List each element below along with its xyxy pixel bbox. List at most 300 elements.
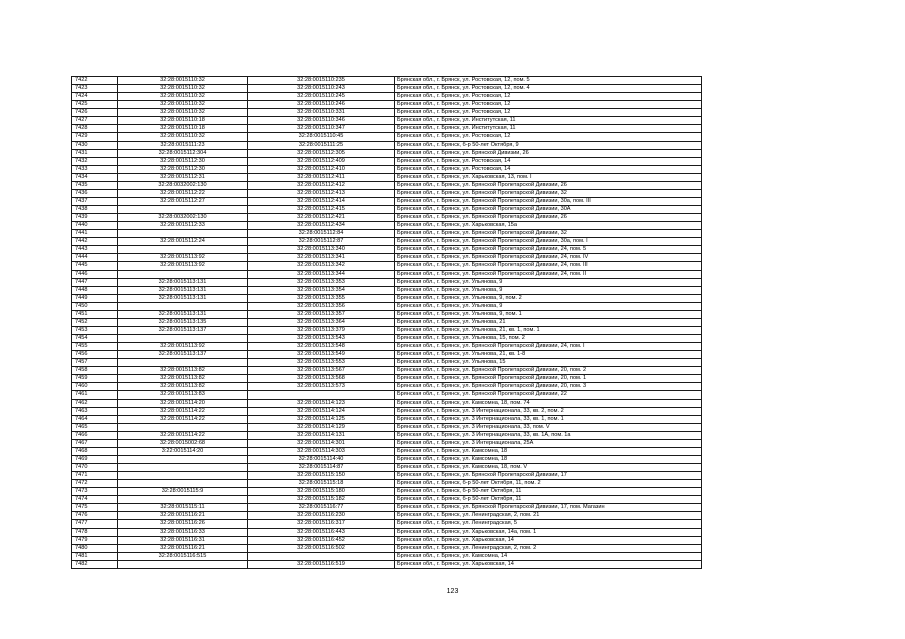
building-number-cell: 32:28:0015116:443: [248, 528, 395, 536]
table-row: [72, 464, 702, 472]
land-plot-number-cell: 32:28:0015113:82: [118, 367, 248, 375]
row-number-cell: 7446: [72, 270, 118, 278]
row-number-cell: 7464: [72, 415, 118, 423]
address-cell: Брянская обл., г. Брянск, ул. Харьковская, 14: [395, 560, 702, 568]
row-number-cell: 7445: [72, 262, 118, 270]
building-number-cell: 32:28:0015116:452: [248, 536, 395, 544]
address-cell: Брянская обл., г. Брянск, ул. Ростовская, 12: [395, 93, 702, 101]
address-cell: Брянская обл., г. Брянск, ул. Харьковская, 14а, пом. 1: [395, 528, 702, 536]
table-row: [72, 359, 702, 367]
land-plot-number-cell: 32:28:0015112:27: [118, 197, 248, 205]
building-number-cell: 32:28:0015114:40: [248, 455, 395, 463]
land-plot-number-cell: 32:28:0015113:135: [118, 318, 248, 326]
table-row: [72, 367, 702, 375]
building-number-cell: 32:28:0015112:434: [248, 222, 395, 230]
land-plot-number-cell: 32:28:0015115:11: [118, 504, 248, 512]
building-number-cell: 32:28:0015112:87: [248, 238, 395, 246]
land-plot-number-cell: 32:28:0015116:33: [118, 528, 248, 536]
address-cell: Брянская обл., г. Брянск, ул. Ульянова, 9: [395, 302, 702, 310]
address-cell: Брянская обл., г. Брянск, ул. Ульянова, 9, пом. 1: [395, 310, 702, 318]
row-number-cell: 7452: [72, 318, 118, 326]
land-plot-number-cell: 32:28:0015112:24: [118, 238, 248, 246]
address-cell: Брянская обл., г. Брянск, ул. Брянской Дивизии, 26: [395, 149, 702, 157]
land-plot-number-cell: 32:28:0015113:82: [118, 383, 248, 391]
table-row: [72, 480, 702, 488]
land-plot-number-cell: 32:28:0015110:32: [118, 85, 248, 93]
building-number-cell: 32:28:0015115:180: [248, 488, 395, 496]
address-cell: Брянская обл., г. Брянск, ул. Ульянова, 21, кв. 1-8: [395, 351, 702, 359]
table-row: [72, 496, 702, 504]
land-plot-number-cell: 32:28:0015114:22: [118, 407, 248, 415]
land-plot-number-cell: 32:28:0015113:131: [118, 294, 248, 302]
table-row: [72, 343, 702, 351]
building-number-cell: 32:28:0015110:347: [248, 125, 395, 133]
address-cell: Брянская обл., г. Брянск, ул. 3 Интернационала, 33, кв. 1А, пом. 1а: [395, 431, 702, 439]
address-cell: Брянская обл., г. Брянск, ул. Брянской Пролетарской Дивизии, 17: [395, 472, 702, 480]
building-number-cell: [248, 552, 395, 560]
land-plot-number-cell: 32:28:0015112:31: [118, 173, 248, 181]
building-number-cell: 32:28:0015113:342: [248, 262, 395, 270]
address-cell: Брянская обл., г. Брянск, б-р 50-лет Октября, 11: [395, 488, 702, 496]
land-plot-number-cell: 32:28:0015114:20: [118, 399, 248, 407]
table-row: [72, 399, 702, 407]
address-cell: Брянская обл., г. Брянск, ул. Брянской Пролетарской Дивизии, 32: [395, 230, 702, 238]
row-number-cell: 7440: [72, 222, 118, 230]
table-row: [72, 109, 702, 117]
row-number-cell: 7448: [72, 286, 118, 294]
address-cell: Брянская обл., г. Брянск, ул. Брянской Пролетарской Дивизии, 20, пом. 2: [395, 367, 702, 375]
address-cell: Брянская обл., г. Брянск, ул. Ульянова, 21, кв. 1, пом. 1: [395, 326, 702, 334]
address-cell: Брянская обл., г. Брянск, ул. Ульянова, 9, пом. 2: [395, 294, 702, 302]
land-plot-number-cell: [118, 230, 248, 238]
row-number-cell: 7447: [72, 278, 118, 286]
row-number-cell: 7480: [72, 544, 118, 552]
land-plot-number-cell: [118, 496, 248, 504]
land-plot-number-cell: 32:28:0032002:130: [118, 181, 248, 189]
table-row: [72, 254, 702, 262]
table-row: [72, 439, 702, 447]
building-number-cell: 32:28:0015110:45: [248, 133, 395, 141]
building-number-cell: 32:28:0015113:344: [248, 270, 395, 278]
row-number-cell: 7437: [72, 197, 118, 205]
address-cell: Брянская обл., г. Брянск, б-р 50-лет Октября, 9: [395, 141, 702, 149]
building-number-cell: 32:28:0015113:567: [248, 367, 395, 375]
address-cell: Брянская обл., г. Брянск, ул. Ленинградская, 2, пом. 2: [395, 544, 702, 552]
land-plot-number-cell: 32:28:0015113:83: [118, 391, 248, 399]
address-cell: Брянская обл., г. Брянск, ул. 3 Интернационала, 33, кв. 2, пом. 2: [395, 407, 702, 415]
land-plot-number-cell: 32:28:0015113:92: [118, 262, 248, 270]
building-number-cell: 32:28:0015112:84: [248, 230, 395, 238]
row-number-cell: 7463: [72, 407, 118, 415]
table-row: [72, 85, 702, 93]
table-row: [72, 560, 702, 568]
land-plot-number-cell: 32:28:0032002:130: [118, 214, 248, 222]
land-plot-number-cell: [118, 335, 248, 343]
table-row: [72, 286, 702, 294]
land-plot-number-cell: [118, 560, 248, 568]
table-row: [72, 383, 702, 391]
building-number-cell: 32:28:0015110:245: [248, 93, 395, 101]
building-number-cell: 32:28:0015116:77: [248, 504, 395, 512]
building-number-cell: 32:28:0015110:235: [248, 77, 395, 85]
building-number-cell: 32:28:0015114:303: [248, 447, 395, 455]
building-number-cell: 32:28:0015114:125: [248, 415, 395, 423]
building-number-cell: 32:28:0015112:411: [248, 173, 395, 181]
row-number-cell: 7443: [72, 246, 118, 254]
land-plot-number-cell: [118, 206, 248, 214]
building-number-cell: 32:28:0015113:379: [248, 326, 395, 334]
building-number-cell: 32:28:0015113:553: [248, 359, 395, 367]
table-row: [72, 214, 702, 222]
building-number-cell: 32:28:0015116:317: [248, 520, 395, 528]
row-number-cell: 7427: [72, 117, 118, 125]
row-number-cell: 7439: [72, 214, 118, 222]
address-cell: Брянская обл., г. Брянск, ул. Харьковская, 15а: [395, 222, 702, 230]
address-cell: Брянская обл., г. Брянск, ул. Ростовская, 14: [395, 165, 702, 173]
row-number-cell: 7479: [72, 536, 118, 544]
table-row: [72, 173, 702, 181]
table-row: [72, 165, 702, 173]
address-cell: Брянская обл., г. Брянск, ул. Ленинградская, 2, пом. 21: [395, 512, 702, 520]
row-number-cell: 7453: [72, 326, 118, 334]
address-cell: Брянская обл., г. Брянск, ул. Брянской Пролетарской Дивизии, 20, пом. 3: [395, 383, 702, 391]
table-row: [72, 318, 702, 326]
row-number-cell: 7475: [72, 504, 118, 512]
table-row: [72, 310, 702, 318]
building-number-cell: 32:28:0015113:549: [248, 351, 395, 359]
land-plot-number-cell: [118, 464, 248, 472]
row-number-cell: 7449: [72, 294, 118, 302]
address-cell: Брянская обл., г. Брянск, ул. Ростовская, 12: [395, 101, 702, 109]
address-cell: Брянская обл., г. Брянск, ул. Ульянова, 9: [395, 286, 702, 294]
address-cell: Брянская обл., г. Брянск, ул. Брянской Пролетарской Дивизии, 26: [395, 181, 702, 189]
address-cell: Брянская обл., г. Брянск, ул. Брянской Пролетарской Дивизии, 22: [395, 391, 702, 399]
building-number-cell: 32:28:0015112:421: [248, 214, 395, 222]
row-number-cell: 7462: [72, 399, 118, 407]
land-plot-number-cell: [118, 480, 248, 488]
row-number-cell: 7450: [72, 302, 118, 310]
address-cell: Брянская обл., г. Брянск, ул. Камсомна, 18, пом. V: [395, 464, 702, 472]
building-number-cell: 32:28:0015114:131: [248, 431, 395, 439]
land-plot-number-cell: 32:28:0015116:515: [118, 552, 248, 560]
row-number-cell: 7424: [72, 93, 118, 101]
building-number-cell: 32:28:0015112:409: [248, 157, 395, 165]
land-plot-number-cell: 32:28:0015113:137: [118, 351, 248, 359]
address-cell: Брянская обл., г. Брянск, ул. Камсомна, 18: [395, 447, 702, 455]
row-number-cell: 7454: [72, 335, 118, 343]
table-row: [72, 270, 702, 278]
row-number-cell: 7431: [72, 149, 118, 157]
table-row: [72, 246, 702, 254]
table-row: [72, 278, 702, 286]
address-cell: Брянская обл., г. Брянск, ул. Ростовская, 12, пом. 4: [395, 85, 702, 93]
building-number-cell: 32:28:0015116:519: [248, 560, 395, 568]
building-number-cell: 32:28:0015113:568: [248, 375, 395, 383]
table-row: [72, 552, 702, 560]
address-cell: Брянская обл., г. Брянск, ул. Камсомна, 14: [395, 552, 702, 560]
row-number-cell: 7435: [72, 181, 118, 189]
building-number-cell: 32:28:0015114:123: [248, 399, 395, 407]
land-plot-number-cell: 32:28:0015112:30: [118, 165, 248, 173]
address-cell: Брянская обл., г. Брянск, ул. Камсомна, 18: [395, 455, 702, 463]
building-number-cell: 32:28:0015112:305: [248, 149, 395, 157]
land-plot-number-cell: 32:28:0015113:92: [118, 254, 248, 262]
address-cell: Брянская обл., г. Брянск, ул. Ульянова, 15, пом. 2: [395, 335, 702, 343]
table-row: [72, 157, 702, 165]
address-cell: Брянская обл., г. Брянск, ул. Институтская, 11: [395, 125, 702, 133]
address-cell: Брянская обл., г. Брянск, ул. Брянской Пролетарской Дивизии, 26: [395, 214, 702, 222]
table-row: [72, 326, 702, 334]
table-row: [72, 407, 702, 415]
row-number-cell: 7458: [72, 367, 118, 375]
row-number-cell: 7433: [72, 165, 118, 173]
table-row: [72, 536, 702, 544]
address-cell: Брянская обл., г. Брянск, ул. Брянской Пролетарской Дивизии, 24, пом. III: [395, 262, 702, 270]
address-cell: Брянская обл., г. Брянск, ул. Брянской Пролетарской Дивизии, 30А: [395, 206, 702, 214]
table-row: [72, 415, 702, 423]
address-cell: Брянская обл., г. Брянск, б-р 50-лет Октября, 11: [395, 496, 702, 504]
land-plot-number-cell: 32:28:0015113:92: [118, 343, 248, 351]
building-number-cell: 32:28:0015115:18: [248, 480, 395, 488]
land-plot-number-cell: 32:28:0015113:131: [118, 278, 248, 286]
building-number-cell: 32:28:0015113:353: [248, 278, 395, 286]
land-plot-number-cell: 32:28:0015112:22: [118, 189, 248, 197]
table-row: [72, 262, 702, 270]
row-number-cell: 7470: [72, 464, 118, 472]
row-number-cell: 7457: [72, 359, 118, 367]
address-cell: Брянская обл., г. Брянск, ул. Брянской Пролетарской Дивизии, 17, пом. Магазин: [395, 504, 702, 512]
land-plot-number-cell: [118, 270, 248, 278]
address-cell: Брянская обл., г. Брянск, ул. Ульянова, 9: [395, 278, 702, 286]
land-plot-number-cell: 32:28:0015110:18: [118, 117, 248, 125]
row-number-cell: 7460: [72, 383, 118, 391]
building-number-cell: 32:28:0015116:230: [248, 512, 395, 520]
page-number: 123: [446, 588, 459, 595]
building-number-cell: 32:28:0015113:354: [248, 286, 395, 294]
building-number-cell: 32:28:0015115:150: [248, 472, 395, 480]
land-plot-number-cell: [118, 359, 248, 367]
address-cell: Брянская обл., г. Брянск, ул. Брянской Пролетарской Дивизии, 30а, пом. III: [395, 197, 702, 205]
building-number-cell: 32:28:0015110:243: [248, 85, 395, 93]
land-plot-number-cell: 32:28:0015110:32: [118, 133, 248, 141]
land-plot-number-cell: 32:28:0015112:30: [118, 157, 248, 165]
land-plot-number-cell: 32:28:0015113:131: [118, 286, 248, 294]
row-number-cell: 7426: [72, 109, 118, 117]
land-plot-number-cell: 32:28:0015110:32: [118, 77, 248, 85]
land-plot-number-cell: 32:28:0015110:32: [118, 101, 248, 109]
table-row: [72, 189, 702, 197]
row-number-cell: 7444: [72, 254, 118, 262]
table-row: [72, 125, 702, 133]
row-number-cell: 7429: [72, 133, 118, 141]
building-number-cell: 32:28:0015110:331: [248, 109, 395, 117]
building-number-cell: 32:28:0015113:543: [248, 335, 395, 343]
land-plot-number-cell: 32:28:0015110:32: [118, 109, 248, 117]
land-plot-number-cell: [118, 246, 248, 254]
land-plot-number-cell: 32:28:0015113:137: [118, 326, 248, 334]
building-number-cell: 32:28:0015112:414: [248, 197, 395, 205]
table-row: [72, 141, 702, 149]
address-cell: Брянская обл., г. Брянск, ул. Харьковская, 13, пом. I: [395, 173, 702, 181]
row-number-cell: 7430: [72, 141, 118, 149]
building-number-cell: 32:28:0015113:340: [248, 246, 395, 254]
row-number-cell: 7434: [72, 173, 118, 181]
land-plot-number-cell: 32:28:0015114:22: [118, 431, 248, 439]
building-number-cell: 32:28:0015112:412: [248, 181, 395, 189]
row-number-cell: 7476: [72, 512, 118, 520]
table-row: [72, 335, 702, 343]
address-cell: Брянская обл., г. Брянск, ул. Брянской Пролетарской Дивизии, 32: [395, 189, 702, 197]
land-plot-number-cell: 32:28:0015002:68: [118, 439, 248, 447]
table-row: [72, 101, 702, 109]
table-row: [72, 488, 702, 496]
land-plot-number-cell: 32:28:0015114:22: [118, 415, 248, 423]
building-number-cell: 32:28:0015113:548: [248, 343, 395, 351]
address-cell: Брянская обл., г. Брянск, ул. Харьковская, 14: [395, 536, 702, 544]
address-cell: Брянская обл., г. Брянск, ул. Камсомна, 18, пом. 74: [395, 399, 702, 407]
address-cell: Брянская обл., г. Брянск, ул. Ульянова, 21: [395, 318, 702, 326]
row-number-cell: 7438: [72, 206, 118, 214]
address-cell: Брянская обл., г. Брянск, ул. Институтская, 11: [395, 117, 702, 125]
building-number-cell: 32:28:0015114:124: [248, 407, 395, 415]
row-number-cell: 7436: [72, 189, 118, 197]
row-number-cell: 7459: [72, 375, 118, 383]
row-number-cell: 7477: [72, 520, 118, 528]
building-number-cell: 32:28:0015114:301: [248, 439, 395, 447]
table-row: [72, 222, 702, 230]
table-row: [72, 391, 702, 399]
building-number-cell: 32:28:0015110:246: [248, 101, 395, 109]
address-cell: Брянская обл., г. Брянск, ул. Ростовская, 14: [395, 157, 702, 165]
table-row: [72, 520, 702, 528]
row-number-cell: 7471: [72, 472, 118, 480]
building-number-cell: 32:28:0015110:346: [248, 117, 395, 125]
row-number-cell: 7451: [72, 310, 118, 318]
table-row: [72, 294, 702, 302]
land-plot-number-cell: 32:28:0015116:31: [118, 536, 248, 544]
table-row: [72, 302, 702, 310]
land-plot-number-cell: 32:28:0015115:9: [118, 488, 248, 496]
table-row: [72, 447, 702, 455]
address-cell: Брянская обл., г. Брянск, ул. Брянской Пролетарской Дивизии, 30а, пом. I: [395, 238, 702, 246]
row-number-cell: 7456: [72, 351, 118, 359]
building-number-cell: 32:28:0015113:341: [248, 254, 395, 262]
building-number-cell: 32:28:0015111:25: [248, 141, 395, 149]
row-number-cell: 7442: [72, 238, 118, 246]
land-plot-number-cell: 32:28:0015113:82: [118, 375, 248, 383]
land-plot-number-cell: 32:28:0015111:23: [118, 141, 248, 149]
table-row: [72, 197, 702, 205]
land-plot-number-cell: [118, 472, 248, 480]
row-number-cell: 7423: [72, 85, 118, 93]
land-plot-number-cell: [118, 423, 248, 431]
row-number-cell: 7468: [72, 447, 118, 455]
address-cell: Брянская обл., г. Брянск, ул. 3 Интернационала, 33, пом. V: [395, 423, 702, 431]
address-cell: Брянская обл., г. Брянск, ул. Ростовская, 12: [395, 109, 702, 117]
row-number-cell: 7473: [72, 488, 118, 496]
registry-table: [71, 76, 702, 569]
address-cell: Брянская обл., г. Брянск, ул. Ростовская, 12, пом. 5: [395, 77, 702, 85]
building-number-cell: 32:28:0015115:182: [248, 496, 395, 504]
table-row: [72, 206, 702, 214]
land-plot-number-cell: 32:28:0015113:131: [118, 310, 248, 318]
land-plot-number-cell: 32:28:0015116:21: [118, 544, 248, 552]
row-number-cell: 7472: [72, 480, 118, 488]
row-number-cell: 7467: [72, 439, 118, 447]
land-plot-number-cell: 32:28:0015116:21: [118, 512, 248, 520]
land-plot-number-cell: 32:28:0015110:32: [118, 93, 248, 101]
registry-table-body: [72, 77, 702, 569]
address-cell: Брянская обл., г. Брянск, ул. 3 Интернационала, 33, кв. 1, пом. 1: [395, 415, 702, 423]
table-row: [72, 351, 702, 359]
table-row: [72, 77, 702, 85]
table-row: [72, 117, 702, 125]
address-cell: Брянская обл., г. Брянск, б-р 50-лет Октября, 11, пом. 2: [395, 480, 702, 488]
building-number-cell: 32:28:0015112:415: [248, 206, 395, 214]
address-cell: Брянская обл., г. Брянск, ул. Брянской Пролетарской Дивизии, 24, пом. II: [395, 270, 702, 278]
address-cell: Брянская обл., г. Брянск, ул. Ростовская, 12: [395, 133, 702, 141]
row-number-cell: 7455: [72, 343, 118, 351]
building-number-cell: 32:28:0015114:87: [248, 464, 395, 472]
building-number-cell: 32:28:0015113:364: [248, 318, 395, 326]
address-cell: Брянская обл., г. Брянск, ул. Брянской Пролетарской Дивизии, 24, пом. IV: [395, 254, 702, 262]
table-row: [72, 238, 702, 246]
row-number-cell: 7422: [72, 77, 118, 85]
table-row: [72, 181, 702, 189]
table-row: [72, 230, 702, 238]
building-number-cell: [248, 391, 395, 399]
row-number-cell: 7465: [72, 423, 118, 431]
building-number-cell: 32:28:0015114:129: [248, 423, 395, 431]
table-row: [72, 133, 702, 141]
table-row: [72, 375, 702, 383]
table-row: [72, 455, 702, 463]
address-cell: Брянская обл., г. Брянск, ул. Ульянова, 15: [395, 359, 702, 367]
building-number-cell: 32:28:0015113:356: [248, 302, 395, 310]
address-cell: Брянская обл., г. Брянск, ул. Ленинградская, 5: [395, 520, 702, 528]
address-cell: Брянская обл., г. Брянск, ул. 3 Интернационала, 25А: [395, 439, 702, 447]
address-cell: Брянская обл., г. Брянск, ул. Брянской Пролетарской Дивизии, 24, пом. 5: [395, 246, 702, 254]
table-row: [72, 431, 702, 439]
row-number-cell: 7469: [72, 455, 118, 463]
table-row: [72, 149, 702, 157]
land-plot-number-cell: 32:28:0015112:304: [118, 149, 248, 157]
row-number-cell: 7432: [72, 157, 118, 165]
land-plot-number-cell: 32:28:0015110:18: [118, 125, 248, 133]
building-number-cell: 32:28:0015112:413: [248, 189, 395, 197]
row-number-cell: 7441: [72, 230, 118, 238]
table-row: [72, 504, 702, 512]
row-number-cell: 7482: [72, 560, 118, 568]
land-plot-number-cell: [118, 302, 248, 310]
land-plot-number-cell: 32:28:0015112:33: [118, 222, 248, 230]
table-row: [72, 544, 702, 552]
row-number-cell: 7478: [72, 528, 118, 536]
row-number-cell: 7481: [72, 552, 118, 560]
building-number-cell: 32:28:0015113:573: [248, 383, 395, 391]
table-row: [72, 423, 702, 431]
table-row: [72, 472, 702, 480]
row-number-cell: 7428: [72, 125, 118, 133]
land-plot-number-cell: 3:22:0015114:20: [118, 447, 248, 455]
table-row: [72, 512, 702, 520]
building-number-cell: 32:28:0015116:502: [248, 544, 395, 552]
building-number-cell: 32:28:0015113:355: [248, 294, 395, 302]
row-number-cell: 7461: [72, 391, 118, 399]
table-row: [72, 528, 702, 536]
building-number-cell: 32:28:0015112:410: [248, 165, 395, 173]
row-number-cell: 7474: [72, 496, 118, 504]
